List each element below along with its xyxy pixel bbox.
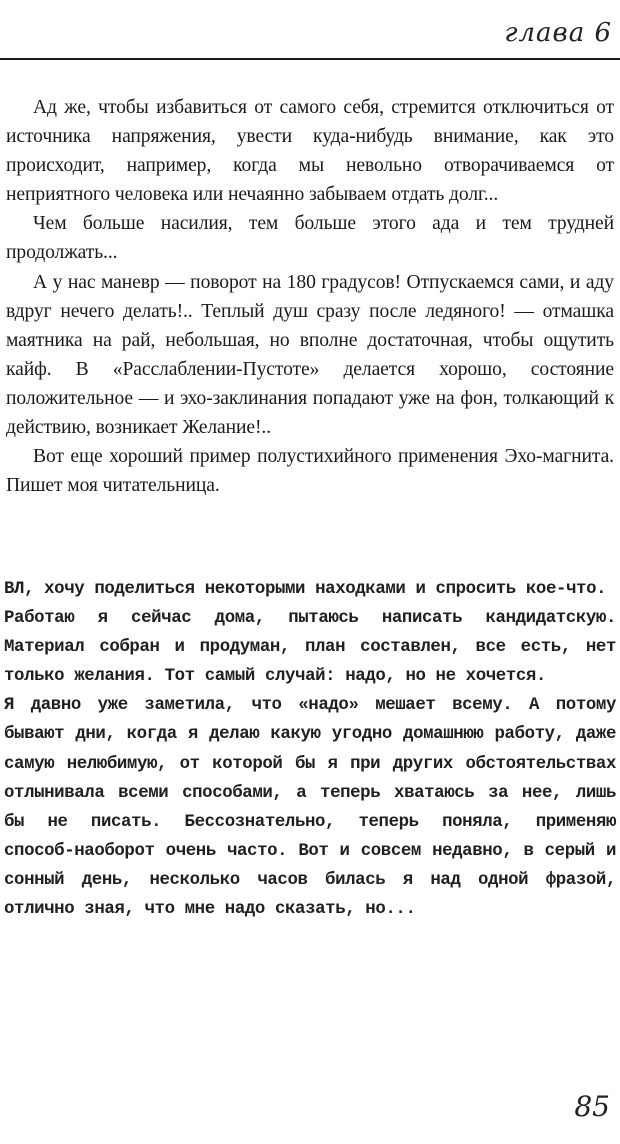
letter-paragraph-3: Я давно уже заметила, что «надо» мешает всему. А потому бывают дни, когда я делаю какую угодно домашнюю работу, даже самую нелюбимую, от которой бы я при других обстоятельствах отлынивала всеми способами, а теперь хватаюсь за нее, лишь бы не писать. Бессознательно, теперь поняла, применяю способ-наоборот очень часто. Вот и совсем недавно, в серый и сонный день, несколько часов билась я над одной фразой, отлично зная, что мне надо сказать, но... (4, 696, 616, 920)
typed-letter (4, 575, 616, 924)
chapter-label: глава 6 (504, 18, 612, 48)
letter-paragraph-2: Работаю я сейчас дома, пытаюсь написать кандидатскую. Материал собран и продуман, план составлен, все есть, нет только желания. Тот самый случай: надо, но не хочется. (4, 609, 616, 687)
page-header (0, 0, 620, 62)
body-paragraph-3: А у нас маневр — поворот на 180 градусов! Отпускаемся сами, и аду вдруг нечего делать!.. Теплый душ сразу после ледяного! — отмашка маятника на рай, небольшая, но вполне достаточная, чтобы ощутить кайф. В «Расслаблении-Пустоте» делается хорошо, состояние положительное — и эхо-заклинания попадают уже на фон, толкающий к действию, возникает Желание!.. (6, 271, 614, 439)
body-paragraph-2: Чем больше насилия, тем больше этого ада и тем трудней продолжать... (6, 213, 614, 264)
body-paragraph-4: Вот еще хороший пример полустихийного применения Эхо-магнита. Пишет моя читательница. (6, 446, 614, 497)
body-text (6, 93, 614, 500)
body-paragraph-1: Ад же, чтобы избавиться от самого себя, стремится отключиться от источника напряжения, увести куда-нибудь внимание, как это происходит, например, когда мы невольно отворачиваемся от неприятного человека или нечаянно забываем отдать долг... (6, 97, 614, 206)
header-rule (0, 58, 620, 60)
letter-paragraph-1: ВЛ, хочу поделиться некоторыми находками и спросить кое-что. (4, 580, 607, 599)
page-number: 85 (574, 1090, 610, 1123)
